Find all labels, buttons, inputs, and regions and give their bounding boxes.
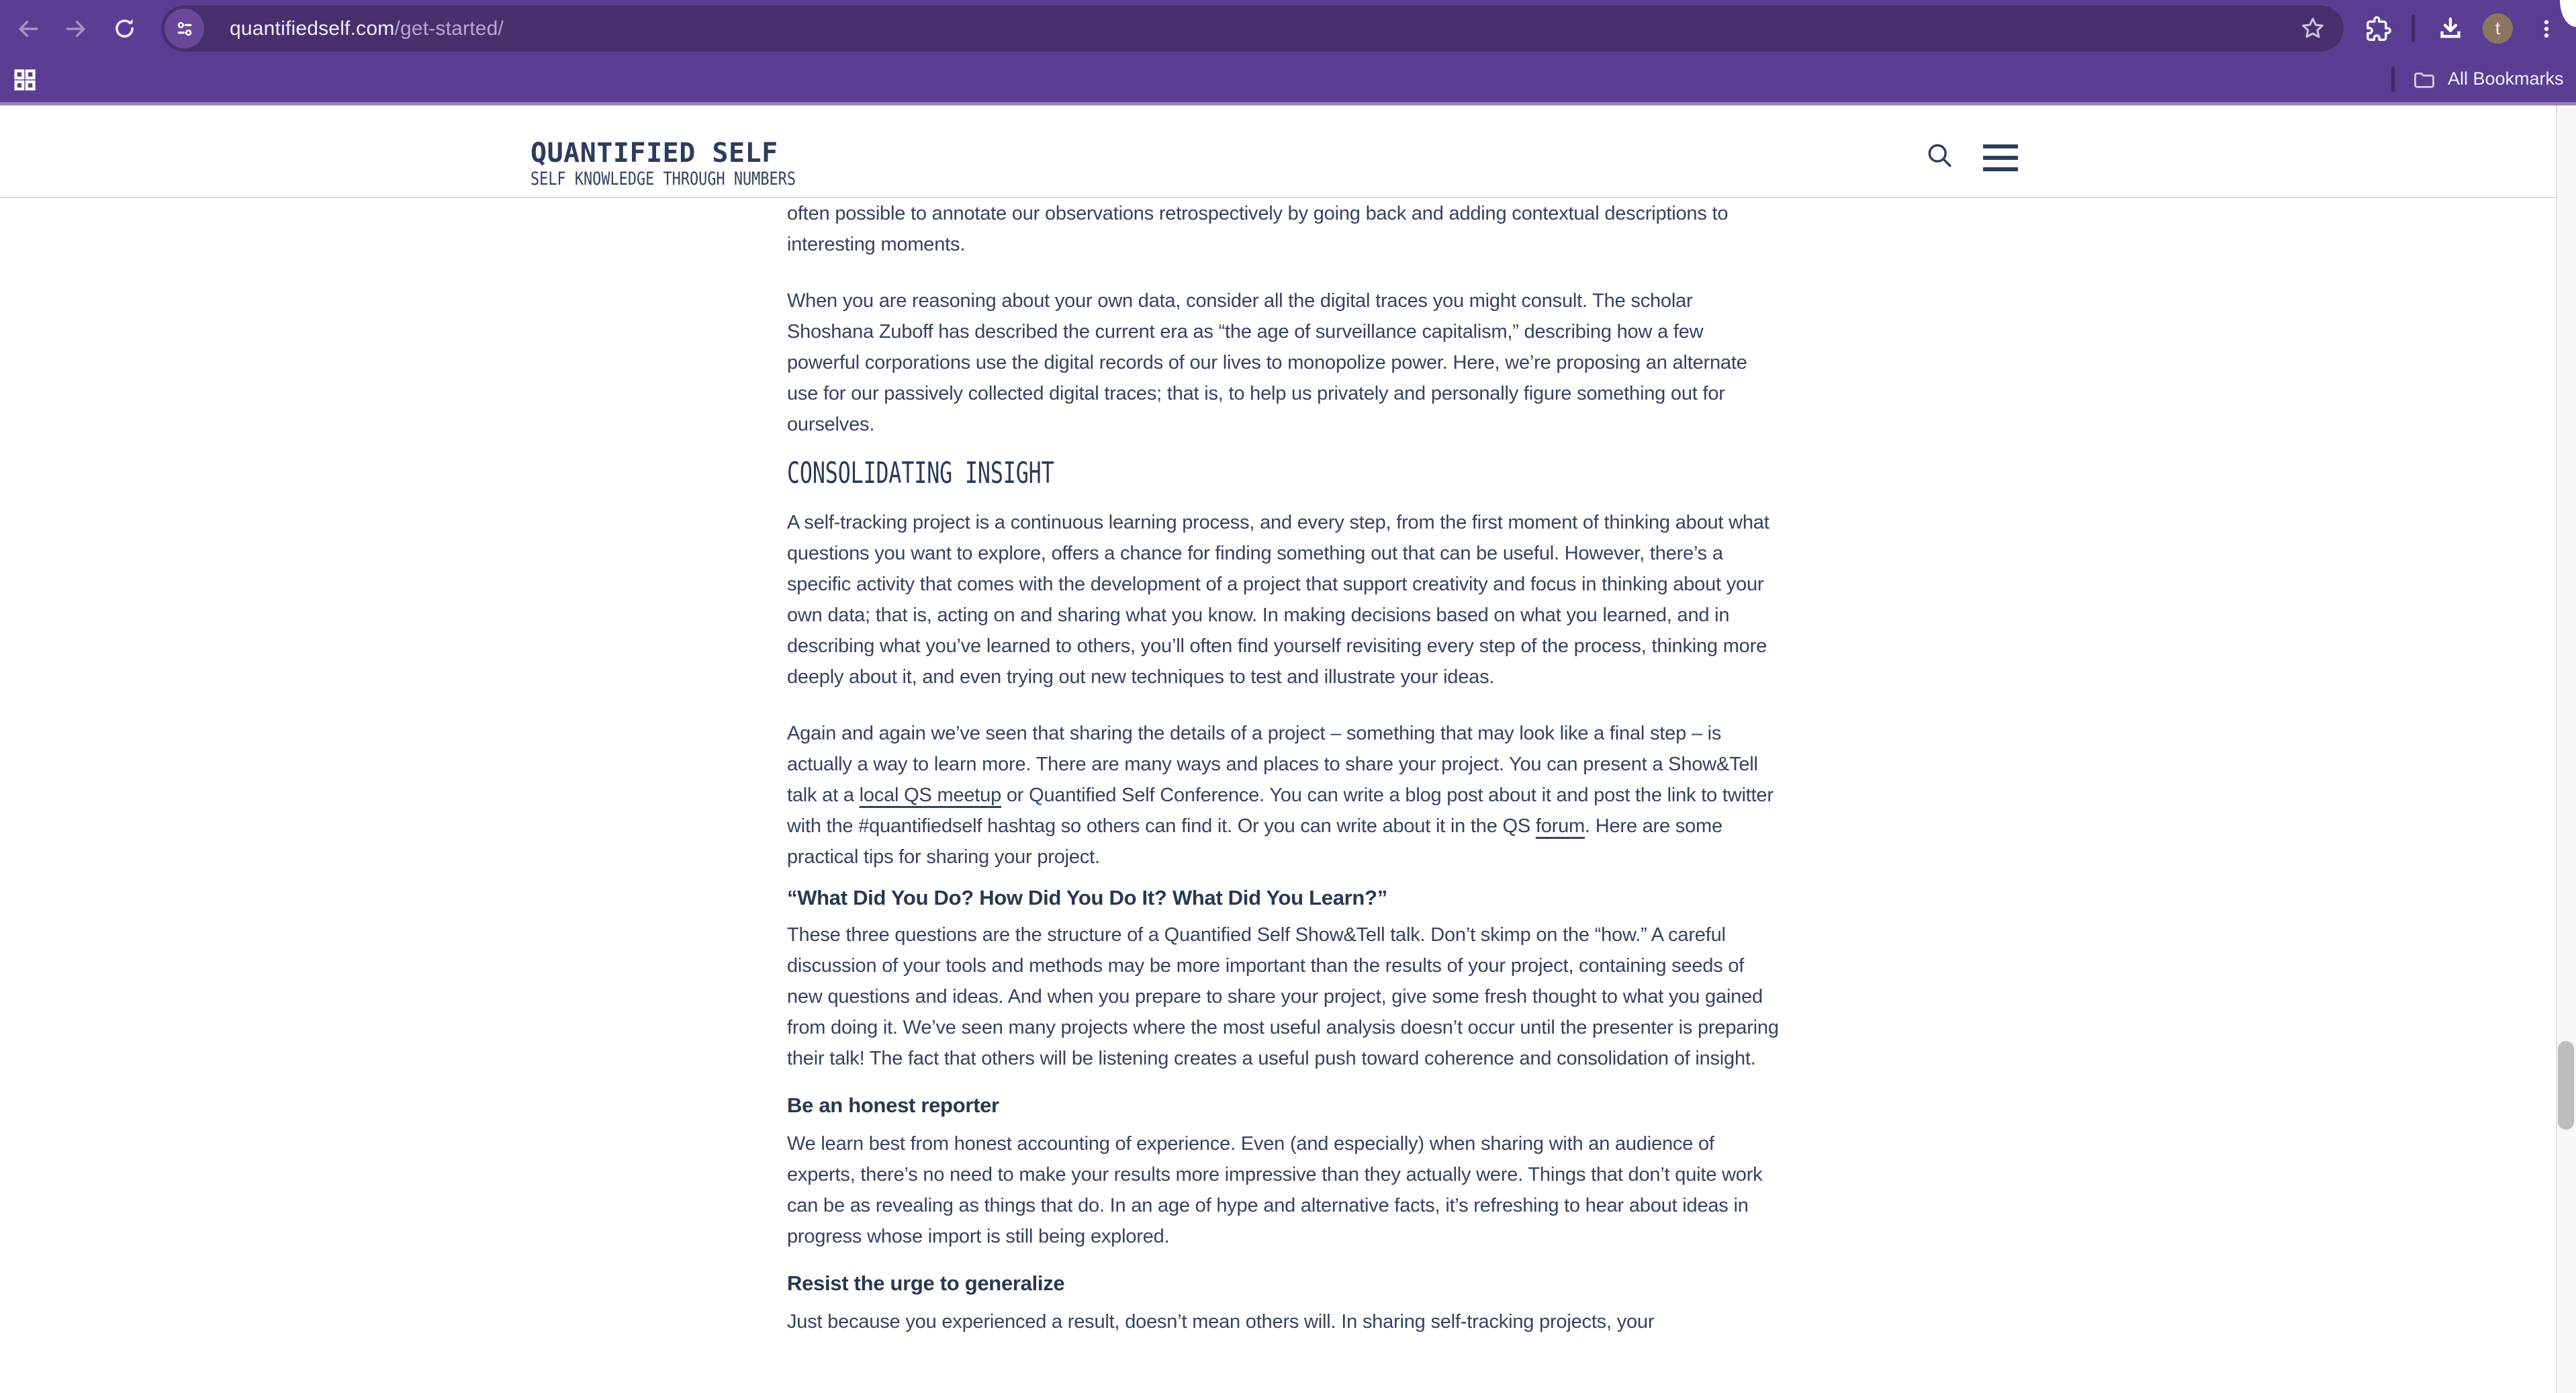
paragraph-honest-reporter: We learn best from honest accounting of experience. Even (and especially) when sharing with an audience of experts, there’s no need to make your results more impressive than they actually were. Things that don’t quite work can be as revealing as things that do. In an age of hype and alternative facts, it’s refreshing to hear about ideas in progress whose import is still being explored. (787, 1133, 1763, 1247)
url-path: /get-started/ (394, 17, 504, 40)
profile-initial: t (2495, 18, 2501, 38)
all-bookmarks-label[interactable]: All Bookmarks (2448, 69, 2564, 89)
downloads-button[interactable] (2430, 0, 2471, 57)
site-menu-button[interactable] (1983, 144, 2018, 171)
link-qs-forum[interactable]: forum (1535, 815, 1585, 837)
extensions-button[interactable] (2358, 0, 2399, 57)
url-domain: quantifiedself.com (230, 17, 395, 40)
paragraph-intro-continuation: often possible to annotate our observations retrospectively by going back and adding contextual descriptions to interesting moments. (787, 203, 1729, 255)
paragraph-sharing (787, 718, 1780, 872)
site-tagline: SELF KNOWLEDGE THROUGH NUMBERS (531, 169, 796, 189)
star-icon (2299, 15, 2326, 42)
subheading-honest-reporter: Be an honest reporter (787, 1093, 999, 1117)
article-content (787, 198, 1780, 1337)
site-logo[interactable]: QUANTIFIED SELF (531, 138, 778, 169)
reload-button[interactable] (104, 0, 144, 57)
site-header (0, 105, 2556, 198)
subheading-three-questions: “What Did You Do? How Did You Do It? What Did You Learn?” (787, 886, 1387, 909)
all-bookmarks-button[interactable] (2412, 68, 2436, 92)
paragraph-digital-traces: When you are reasoning about your own data, consider all the digital traces you might consult. The scholar Shoshana Zuboff has described the current era as “the age of surveillance capitalism,” describing how a few powerful corporations use the digital records of our lives to monopolize power. Here, we’re proposing an alternate use for our passively collected digital traces; that is, to help us privately and personally figure something out for ourselves. (787, 290, 1747, 435)
sharing-text: or Quantified Self Conference. You can write a blog post about it and post the link to twitter with the #quantifiedself hashtag so others can find it. Or you can write about it in the QS (787, 784, 1774, 837)
menu-bar (1983, 156, 2018, 160)
puzzle-icon (2365, 15, 2392, 42)
page-scrollbar-track[interactable] (2556, 105, 2576, 1393)
page-scrollbar-thumb[interactable] (2558, 1041, 2574, 1130)
apps-grid-icon (13, 69, 36, 91)
bookmark-star-button[interactable] (2299, 15, 2326, 42)
back-arrow-icon (15, 16, 41, 42)
address-bar[interactable] (161, 5, 2344, 52)
profile-avatar[interactable] (2483, 13, 2513, 44)
sharing-text: . Here are some practical tips for sharing your project. (787, 815, 1722, 868)
url-display[interactable] (230, 17, 504, 40)
sharing-text: Again and again we’ve seen that sharing the details of a project – something that may look like a final step – is actually a way to learn more. There are many ways and places to share your project. You can present a Show&Tell talk at a (787, 723, 1758, 806)
tune-icon (175, 19, 195, 39)
paragraph-resist-generalize: Just because you experienced a result, doesn’t mean others will. In sharing self-tracking projects, your (787, 1311, 1655, 1333)
forward-arrow-icon (63, 16, 89, 42)
bookmarks-bar (0, 57, 2576, 102)
link-local-qs-meetup[interactable]: local QS meetup (859, 784, 1002, 806)
paragraph-three-questions: These three questions are the structure of a Quantified Self Show&Tell talk. Don’t skimp on the “how.” A careful discussion of your tools and methods may be more important than the results of your project, containing seeds of new questions and ideas. And when you prepare to share your project, give some fresh thought to what you gained from doing it. We’ve seen many projects where the most useful analysis doesn’t occur until the presenter is preparing their talk! The fact that others will be listening creates a useful push toward coherence and consolidation of insight. (787, 924, 1779, 1069)
search-icon (1925, 140, 1954, 170)
site-settings-button[interactable] (165, 9, 204, 48)
toolbar-separator (2411, 15, 2415, 42)
site-search-button[interactable] (1925, 140, 1954, 170)
section-heading-consolidating-insight: CONSOLIDATING INSIGHT (787, 456, 1054, 490)
menu-bar (1983, 144, 2018, 148)
webpage-viewport (0, 105, 2576, 1393)
browser-toolbar (0, 0, 2576, 57)
apps-shortcut-button[interactable] (13, 69, 36, 91)
bookmarks-separator (2391, 66, 2395, 92)
back-button[interactable] (8, 0, 48, 57)
download-icon (2437, 15, 2464, 42)
forward-button[interactable] (56, 0, 96, 57)
folder-icon (2412, 68, 2436, 92)
menu-bar (1983, 167, 2018, 171)
reload-icon (112, 16, 137, 41)
subheading-resist-generalize: Resist the urge to generalize (787, 1271, 1065, 1295)
paragraph-learning-process: A self-tracking project is a continuous learning process, and every step, from the first moment of thinking about what questions you want to explore, offers a chance for finding something out that can be useful. However, there’s a specific activity that comes with the development of a project that support creativity and focus in thinking about your own data; that is, acting on and sharing what you know. In making decisions based on what you learned, and in describing what you’ve learned to others, you’ll often find yourself revisiting every step of the process, thinking more deeply about it, and even trying out new techniques to test and illustrate your ideas. (787, 512, 1769, 688)
kebab-menu-icon (2535, 17, 2558, 40)
